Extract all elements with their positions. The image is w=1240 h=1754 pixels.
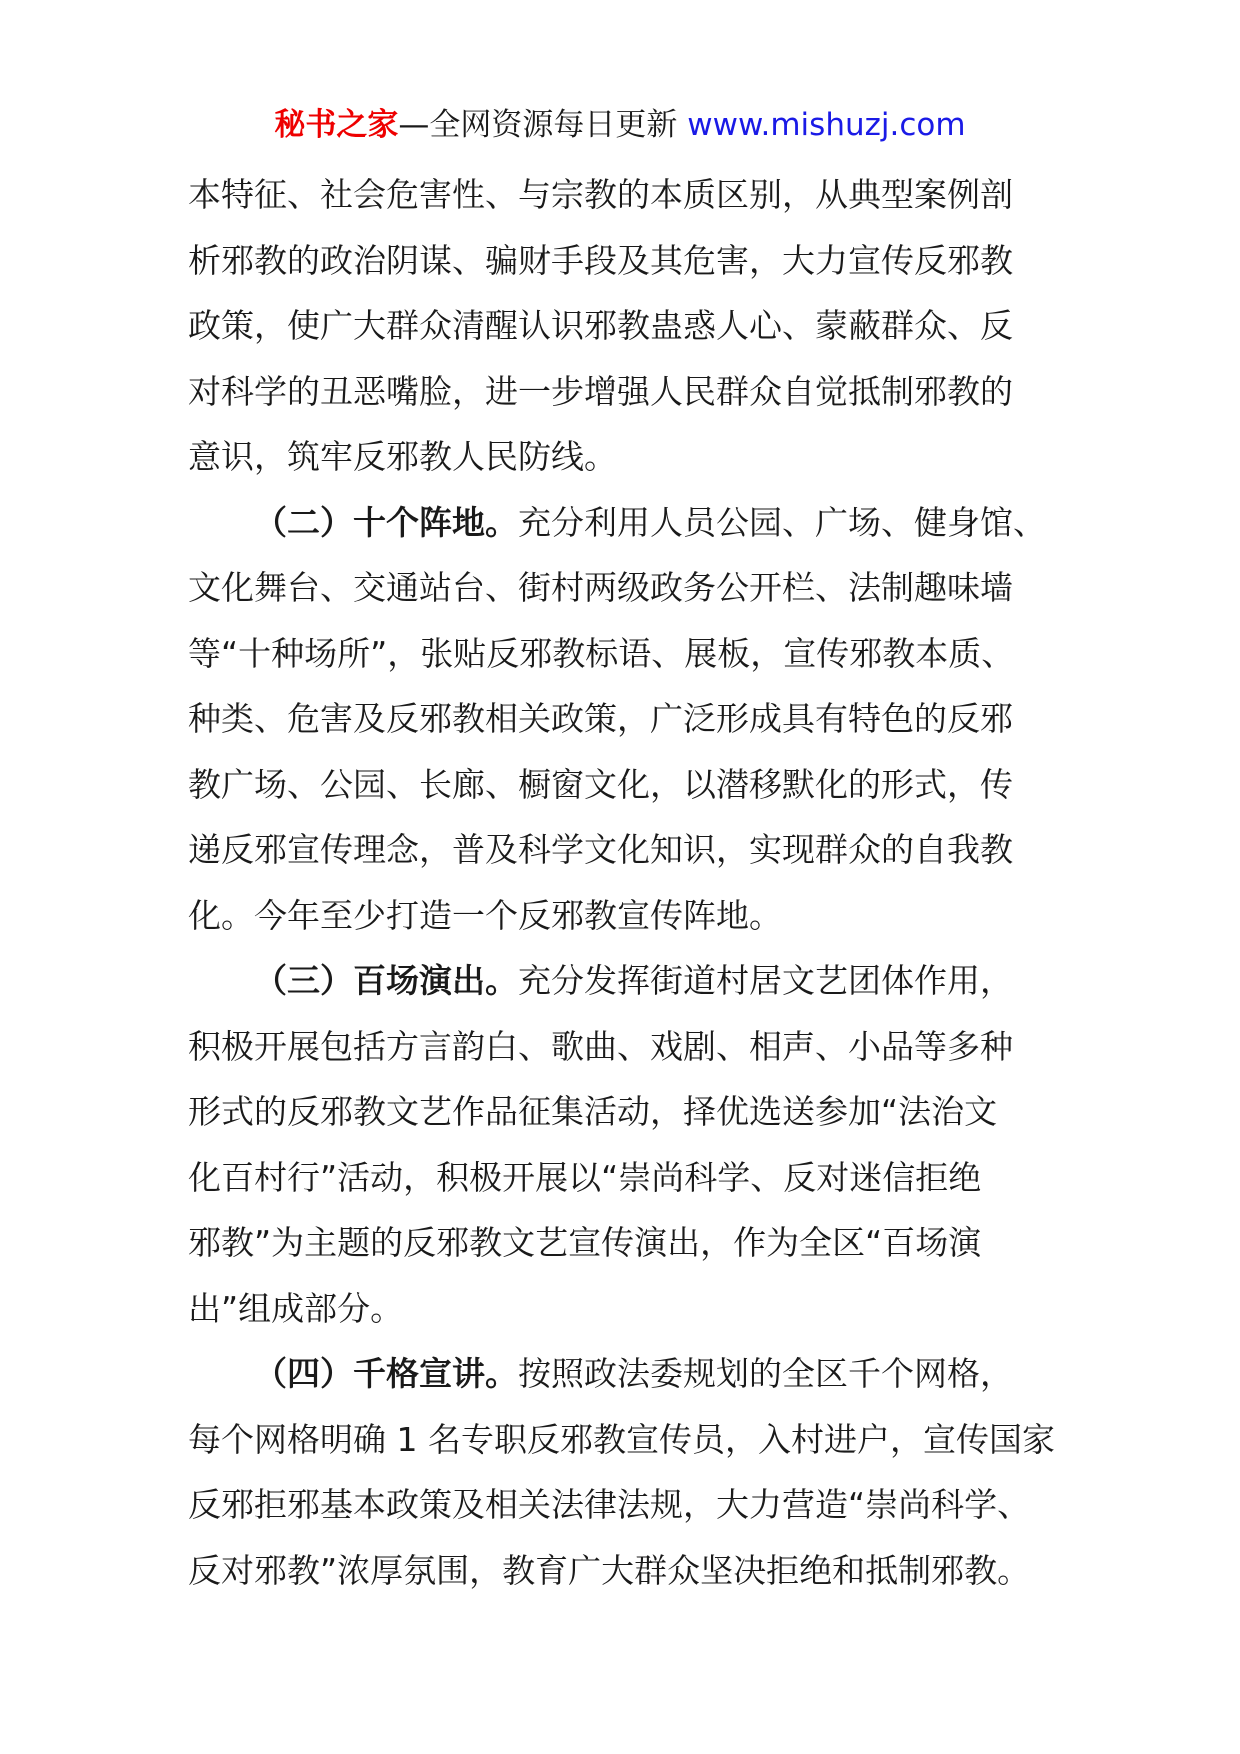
header-tagline: —全网资源每日更新 [398,107,688,143]
page-header [0,100,1240,150]
section-heading-line: （三）百场演出。充分发挥街道村居文艺团体作用， [254,961,1013,1000]
text-line: 对科学的丑恶嘴脸，进一步增强人民群众自觉抵制邪教的 [188,371,1013,411]
text-line: 邪教”为主题的反邪教文艺宣传演出，作为全区“百场演 [188,1223,982,1262]
document-body [188,162,1068,1603]
header-brand: 秘书之家 [274,107,399,143]
text-line: 形式的反邪教文艺作品征集活动，择优选送参加“法治文 [188,1092,998,1131]
text-line: 教广场、公园、长廊、橱窗文化，以潜移默化的形式，传 [188,764,1013,804]
text-line: 种类、危害及反邪教相关政策，广泛形成具有特色的反邪 [188,699,1013,738]
text-line: 反邪拒邪基本政策及相关法律法规，大力营造“崇尚科学、 [188,1485,1031,1524]
text-line: 反对邪教”浓厚氛围，教育广大群众坚决拒绝和抵制邪教。 [188,1550,1031,1590]
text-line: 等“十种场所”，张贴反邪教标语、展板，宣传邪教本质、 [188,633,1015,673]
text-line: 意识，筑牢反邪教人民防线。 [188,437,617,476]
section-heading-4: （四）千格宣讲。 [254,1354,518,1393]
text-line: 化。今年至少打造一个反邪教宣传阵地。 [188,895,782,935]
header-url-link[interactable]: www.mishuzj.com [687,107,966,143]
text-line: 递反邪宣传理念，普及科学文化知识，实现群众的自我教 [188,830,1013,869]
text-line: 文化舞台、交通站台、街村两级政务公开栏、法制趣味墙 [188,568,1013,607]
section-heading-line: （四）千格宣讲。按照政法委规划的全区千个网格， [254,1354,1013,1393]
section-heading-line: （二）十个阵地。充分利用人员公园、广场、健身馆、 [254,502,1046,542]
section-heading-2: （二）十个阵地。 [254,502,518,542]
text-line: 化百村行”活动，积极开展以“崇尚科学、反对迷信拒绝 [188,1157,982,1197]
text-line: 本特征、社会危害性、与宗教的本质区别，从典型案例剖 [188,175,1013,214]
text-line: 积极开展包括方言韵白、歌曲、戏剧、相声、小品等多种 [188,1026,1013,1066]
text-line: 出”组成部分。 [188,1288,404,1328]
section-heading-3: （三）百场演出。 [254,961,518,1000]
text-line: 每个网格明确 1 名专职反邪教宣传员，入村进户，宣传国家 [188,1419,1055,1459]
text-line: 析邪教的政治阴谋、骗财手段及其危害，大力宣传反邪教 [188,240,1013,280]
text-line: 政策，使广大群众清醒认识邪教蛊惑人心、蒙蔽群众、反 [188,306,1013,345]
